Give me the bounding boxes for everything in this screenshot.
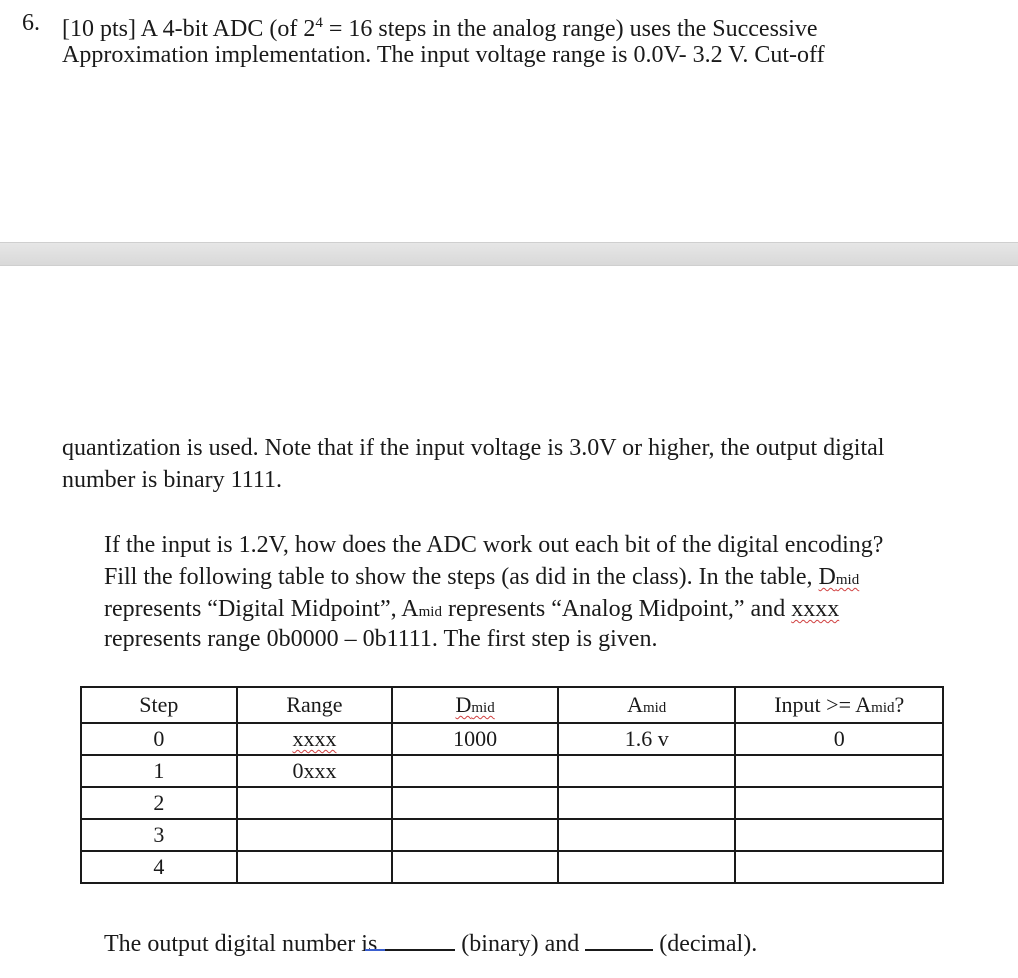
- cell-step: 1: [81, 755, 237, 787]
- cell-dmid[interactable]: [392, 755, 558, 787]
- exponent: 4: [315, 15, 323, 31]
- table-row: [81, 851, 943, 883]
- question-line-4: number is binary 1111.: [62, 467, 282, 493]
- table-header-row: [81, 687, 943, 723]
- instruction-line-1: If the input is 1.2V, how does the ADC work out each bit of the digital encoding?: [104, 532, 884, 558]
- cell-dmid[interactable]: 1000: [392, 723, 558, 755]
- cell-range[interactable]: [237, 851, 393, 883]
- cell-dmid[interactable]: [392, 819, 558, 851]
- dmid-term: Dmid: [818, 564, 860, 590]
- cell-amid[interactable]: [558, 755, 736, 787]
- question-line-1: [10 pts] A 4-bit ADC (of $2^4 = 16$ steps in the analog range) uses the Successive: [62, 15, 818, 42]
- table-row: [81, 787, 943, 819]
- table-row: [81, 755, 943, 787]
- instruction-line-2: Fill the following table to show the steps (as did in the class). In the table, Dmid: [104, 564, 860, 590]
- cell-amid[interactable]: [558, 787, 736, 819]
- cell-compare[interactable]: [735, 787, 943, 819]
- instruction-line-4: represents range 0b0000 – 0b1111. The first step is given.: [104, 626, 658, 652]
- steps-table: [80, 686, 944, 884]
- header-input-compare: Input >= Amid?: [735, 687, 943, 723]
- page-divider: [0, 242, 1018, 266]
- table-row: [81, 819, 943, 851]
- header-step: Step: [81, 687, 237, 723]
- cell-amid[interactable]: 1.6 v: [558, 723, 736, 755]
- cell-compare[interactable]: [735, 851, 943, 883]
- cell-amid[interactable]: [558, 819, 736, 851]
- amid-term: Amid: [401, 596, 442, 622]
- question-number: 6.: [22, 10, 40, 36]
- cell-compare[interactable]: [735, 755, 943, 787]
- instruction-line-3: represents “Digital Midpoint”, Amid represents “Analog Midpoint,” and xxxx: [104, 596, 840, 622]
- cell-compare[interactable]: 0: [735, 723, 943, 755]
- cell-compare[interactable]: [735, 819, 943, 851]
- cell-amid[interactable]: [558, 851, 736, 883]
- cell-dmid[interactable]: [392, 787, 558, 819]
- cell-range[interactable]: 0xxx: [237, 755, 393, 787]
- decimal-answer-blank[interactable]: [585, 927, 653, 951]
- cell-dmid[interactable]: [392, 851, 558, 883]
- table-row: [81, 723, 943, 755]
- cell-step: 4: [81, 851, 237, 883]
- cell-range[interactable]: [237, 787, 393, 819]
- question-line-3: quantization is used. Note that if the input voltage is 3.0V or higher, the output digital: [62, 435, 885, 461]
- answer-line: The output digital number is (binary) and (decimal).: [104, 927, 757, 959]
- cell-step: 3: [81, 819, 237, 851]
- cell-step: 0: [81, 723, 237, 755]
- cell-step: 2: [81, 787, 237, 819]
- header-amid: Amid: [558, 687, 736, 723]
- header-dmid: Dmid: [392, 687, 558, 723]
- binary-answer-blank[interactable]: [385, 927, 455, 951]
- cell-range: xxxx: [237, 723, 393, 755]
- cell-range[interactable]: [237, 819, 393, 851]
- question-line-2: Approximation implementation. The input voltage range is 0.0V- 3.2 V. Cut-off: [62, 42, 825, 68]
- xxxx-term: xxxx: [791, 596, 840, 622]
- header-range: Range: [237, 687, 393, 723]
- blank-underline-accent: [365, 927, 385, 951]
